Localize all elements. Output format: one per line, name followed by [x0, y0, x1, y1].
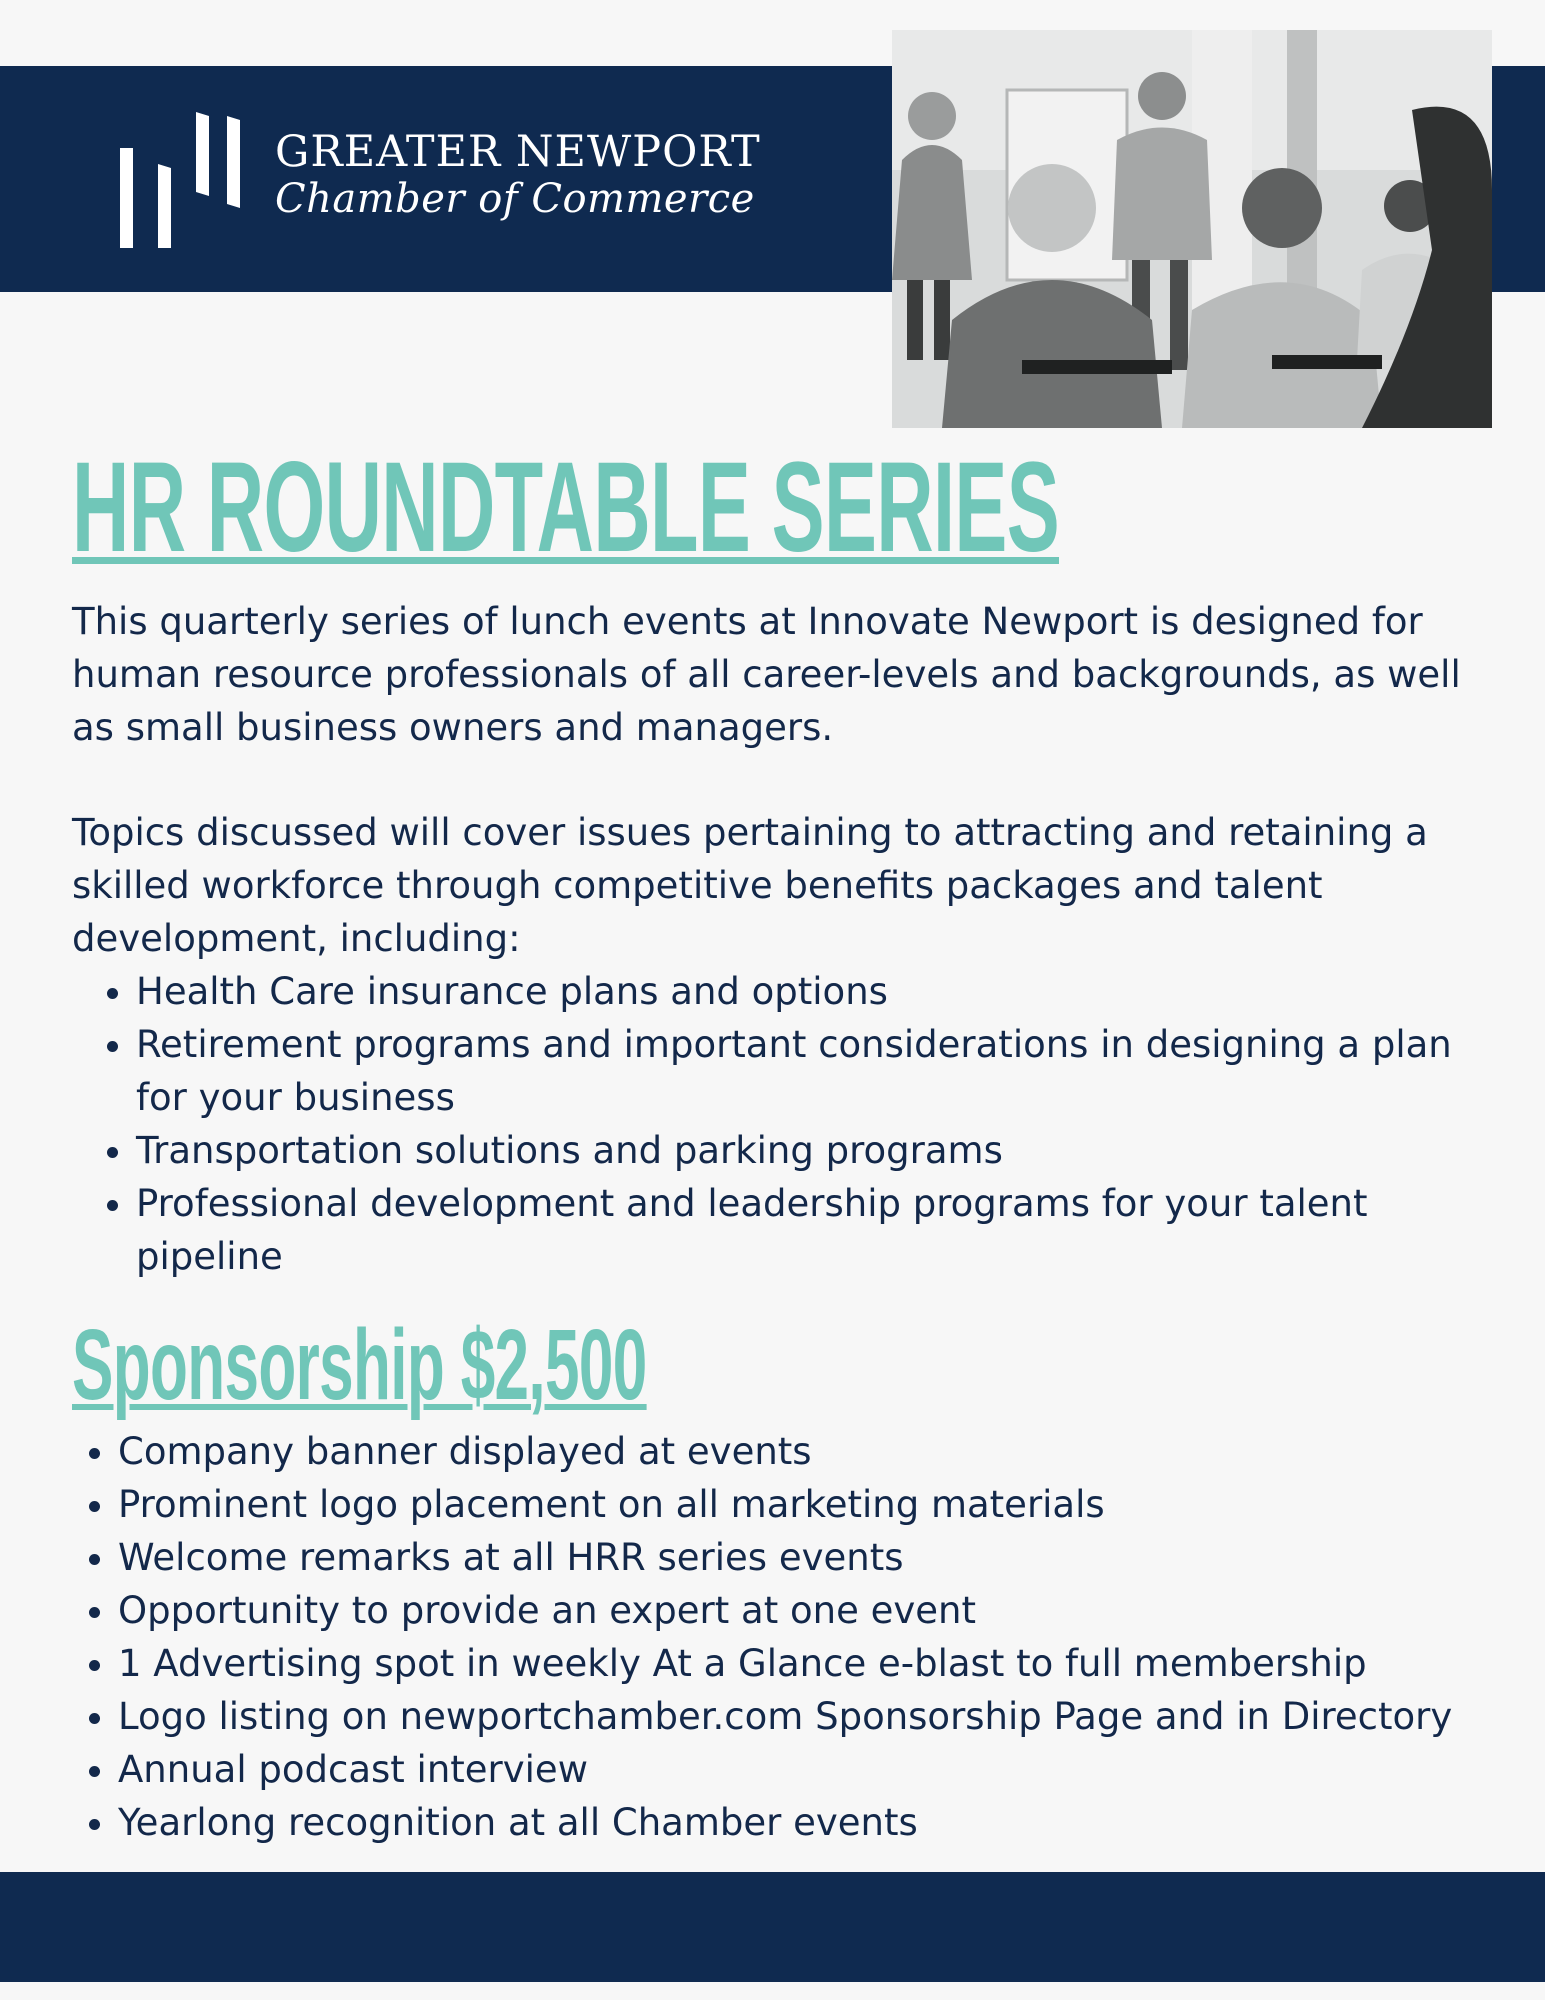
list-item: • Yearlong recognition at all Chamber events [118, 1796, 1538, 1849]
list-item: • Professional development and leadership programs for your talent pipeline [136, 1177, 1496, 1283]
list-item: • Company banner displayed at events [118, 1425, 1538, 1478]
roundtable-meeting-photo [892, 30, 1492, 428]
list-item: • Transportation solutions and parking programs [136, 1124, 1496, 1177]
bar-chart-logo-icon [120, 112, 240, 248]
list-item: • Annual podcast interview [118, 1743, 1538, 1796]
list-item: • Health Care insurance plans and options [136, 965, 1496, 1018]
list-item: • Logo listing on newportchamber.com Sponsorship Page and in Directory [118, 1690, 1538, 1743]
page-title: HR ROUNDTABLE SERIES [72, 436, 1060, 579]
list-item: • Prominent logo placement on all marketing materials [118, 1478, 1538, 1531]
list-item: • Retirement programs and important considerations in designing a plan for your business [136, 1018, 1496, 1124]
org-name-line1: GREATER NEWPORT [275, 127, 761, 177]
footer-band [0, 1872, 1545, 1982]
list-item: • 1 Advertising spot in weekly At a Glance e-blast to full membership [118, 1637, 1538, 1690]
org-name-line2: Chamber of Commerce [275, 176, 755, 222]
topics-intro-paragraph: Topics discussed will cover issues pertaining to attracting and retaining a skilled workforce through competitive benefits packages and talent development, including: [72, 811, 1428, 960]
list-item: • Opportunity to provide an expert at one event [118, 1584, 1538, 1637]
sponsorship-heading: Sponsorship $2,500 [72, 1309, 647, 1421]
sponsorship-benefits-list [72, 1425, 1538, 1849]
topics-list [72, 965, 1496, 1283]
intro-paragraph: This quarterly series of lunch events at Innovate Newport is designed for human resource professionals of all career-levels and backgrounds, as well as small business owners and managers. [72, 600, 1461, 749]
list-item: • Welcome remarks at all HRR series events [118, 1531, 1538, 1584]
org-logo-text [275, 128, 761, 222]
